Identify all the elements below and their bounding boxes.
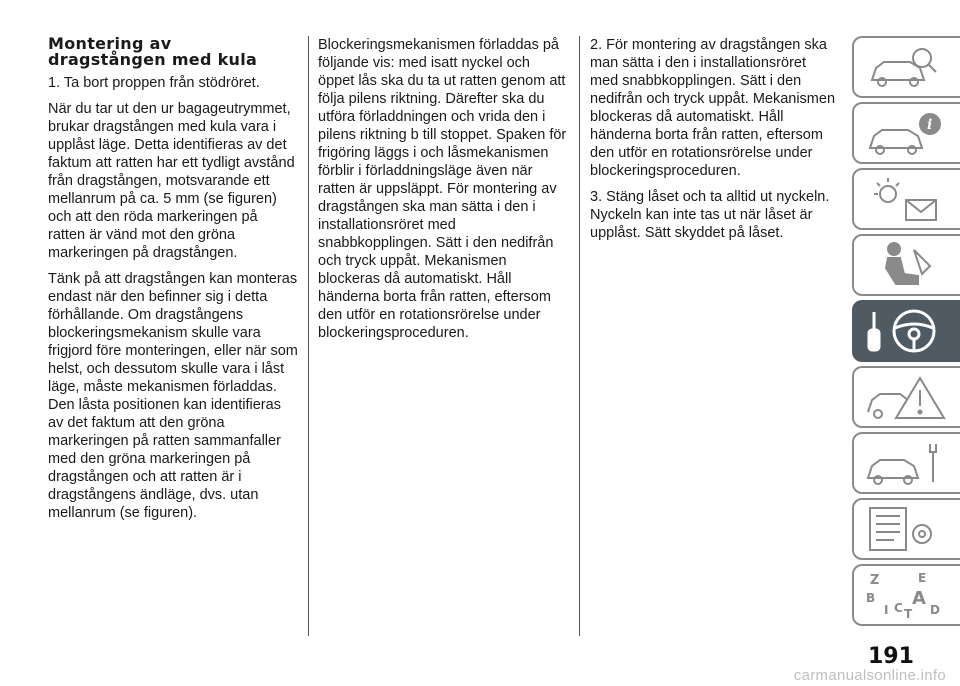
tab-warning-lights[interactable] bbox=[852, 168, 960, 230]
paragraph: 2. För montering av dragstången ska man sätta i den i installationsröret med snabbkopplingen. Sätt i den nedifrån och tryck uppåt. Mekanismen blockeras då automatiskt. Håll händerna borta från ratten, eftersom den utför en rotationsrörelse under blockeringsproceduren. bbox=[590, 37, 836, 179]
column-divider bbox=[579, 36, 580, 636]
text-column-1 bbox=[48, 36, 298, 530]
page-number: 191 bbox=[868, 644, 914, 669]
tab-getting-to-know-car[interactable] bbox=[852, 36, 960, 98]
chapter-tabs bbox=[852, 36, 960, 630]
car-maintenance-wrench-icon bbox=[864, 438, 950, 488]
paragraph: När du tar ut den ur bagageutrymmet, brukar dragstången med kula vara i upplåst läge. Detta identifieras av det faktum att ratten har ett tydligt avstånd från dragstången, motsvarande ett mellanrum på ca. 5 mm (se figuren) och att den röda markeringen på ratten är vänd mot den gröna markeringen på dragstången. bbox=[48, 101, 295, 261]
car-search-icon bbox=[864, 42, 950, 92]
tab-emergency[interactable] bbox=[852, 366, 960, 428]
tab-starting-driving[interactable] bbox=[852, 300, 960, 362]
index-letter: T bbox=[904, 607, 913, 620]
tab-technical-data[interactable] bbox=[852, 498, 960, 560]
key-steering-wheel-icon bbox=[864, 306, 950, 356]
tab-index[interactable] bbox=[852, 564, 960, 626]
index-letter: D bbox=[930, 603, 940, 617]
technical-data-gear-icon bbox=[864, 504, 950, 554]
car-info-icon bbox=[864, 108, 950, 158]
tab-safety[interactable] bbox=[852, 234, 960, 296]
paragraph: Tänk på att dragstången kan monteras endast när den befinner sig i detta förhållande. Om dragstångens blockeringsmekanism skulle vara frigjord före monteringen, eller när som helst, och dessutom skulle vara i låst läge, måste mekanismen förladdas. Den låsta positionen kan identifieras av det faktum att den gröna markeringen på ratten sammanfaller med den gröna markeringen på dragstången och att ratten är i dragstångens ändläge, dvs. utan mellanrum (se figuren). bbox=[48, 271, 298, 521]
section-title: Montering av dragstången med kula bbox=[48, 34, 258, 69]
tab-instruments-info[interactable] bbox=[852, 102, 960, 164]
svg-text:i: i bbox=[927, 117, 933, 133]
paragraph: 1. Ta bort proppen från stödröret. bbox=[48, 75, 260, 91]
text-column-2 bbox=[318, 36, 570, 350]
emergency-triangle-icon bbox=[864, 372, 950, 422]
index-letter: I bbox=[884, 603, 889, 617]
column-divider bbox=[308, 36, 309, 636]
index-letter: Z bbox=[870, 573, 880, 588]
paragraph: Blockeringsmekanismen förladdas på följande vis: med isatt nyckel och öppet lås ska du ta ut ratten genom att följa pilens riktning. Därefter ska du utföra förladdningen och vrida den i pilens riktning b till stoppet. Spaken för frigöring läggs i och låsmekanismen förblir i förladdningsläge även när ratten är uppsläppt. För montering av dragstången ska man sätta i den i installationsröret med snabbkopplingen. Sätt i den nedifrån och tryck uppåt. Mekanismen blockeras då automatiskt. Håll händerna borta från ratten, eftersom den utför en rotationsrörelse under blockeringsproceduren. bbox=[318, 37, 567, 341]
tab-maintenance[interactable] bbox=[852, 432, 960, 494]
watermark: carmanualsonline.info bbox=[793, 667, 946, 684]
index-letter: C bbox=[894, 601, 903, 615]
index-letter: B bbox=[866, 591, 876, 605]
text-column-3 bbox=[590, 36, 835, 250]
index-letter: A bbox=[912, 588, 926, 609]
seat-airbag-safety-icon bbox=[864, 240, 950, 290]
paragraph: 3. Stäng låset och ta alltid ut nyckeln. Nyckeln kan inte tas ut när låset är upplåst. Sätt skyddet på låset. bbox=[590, 189, 830, 241]
warning-lights-message-icon bbox=[864, 174, 950, 224]
index-letter: E bbox=[918, 571, 927, 585]
alphabetical-index-icon bbox=[864, 570, 950, 620]
